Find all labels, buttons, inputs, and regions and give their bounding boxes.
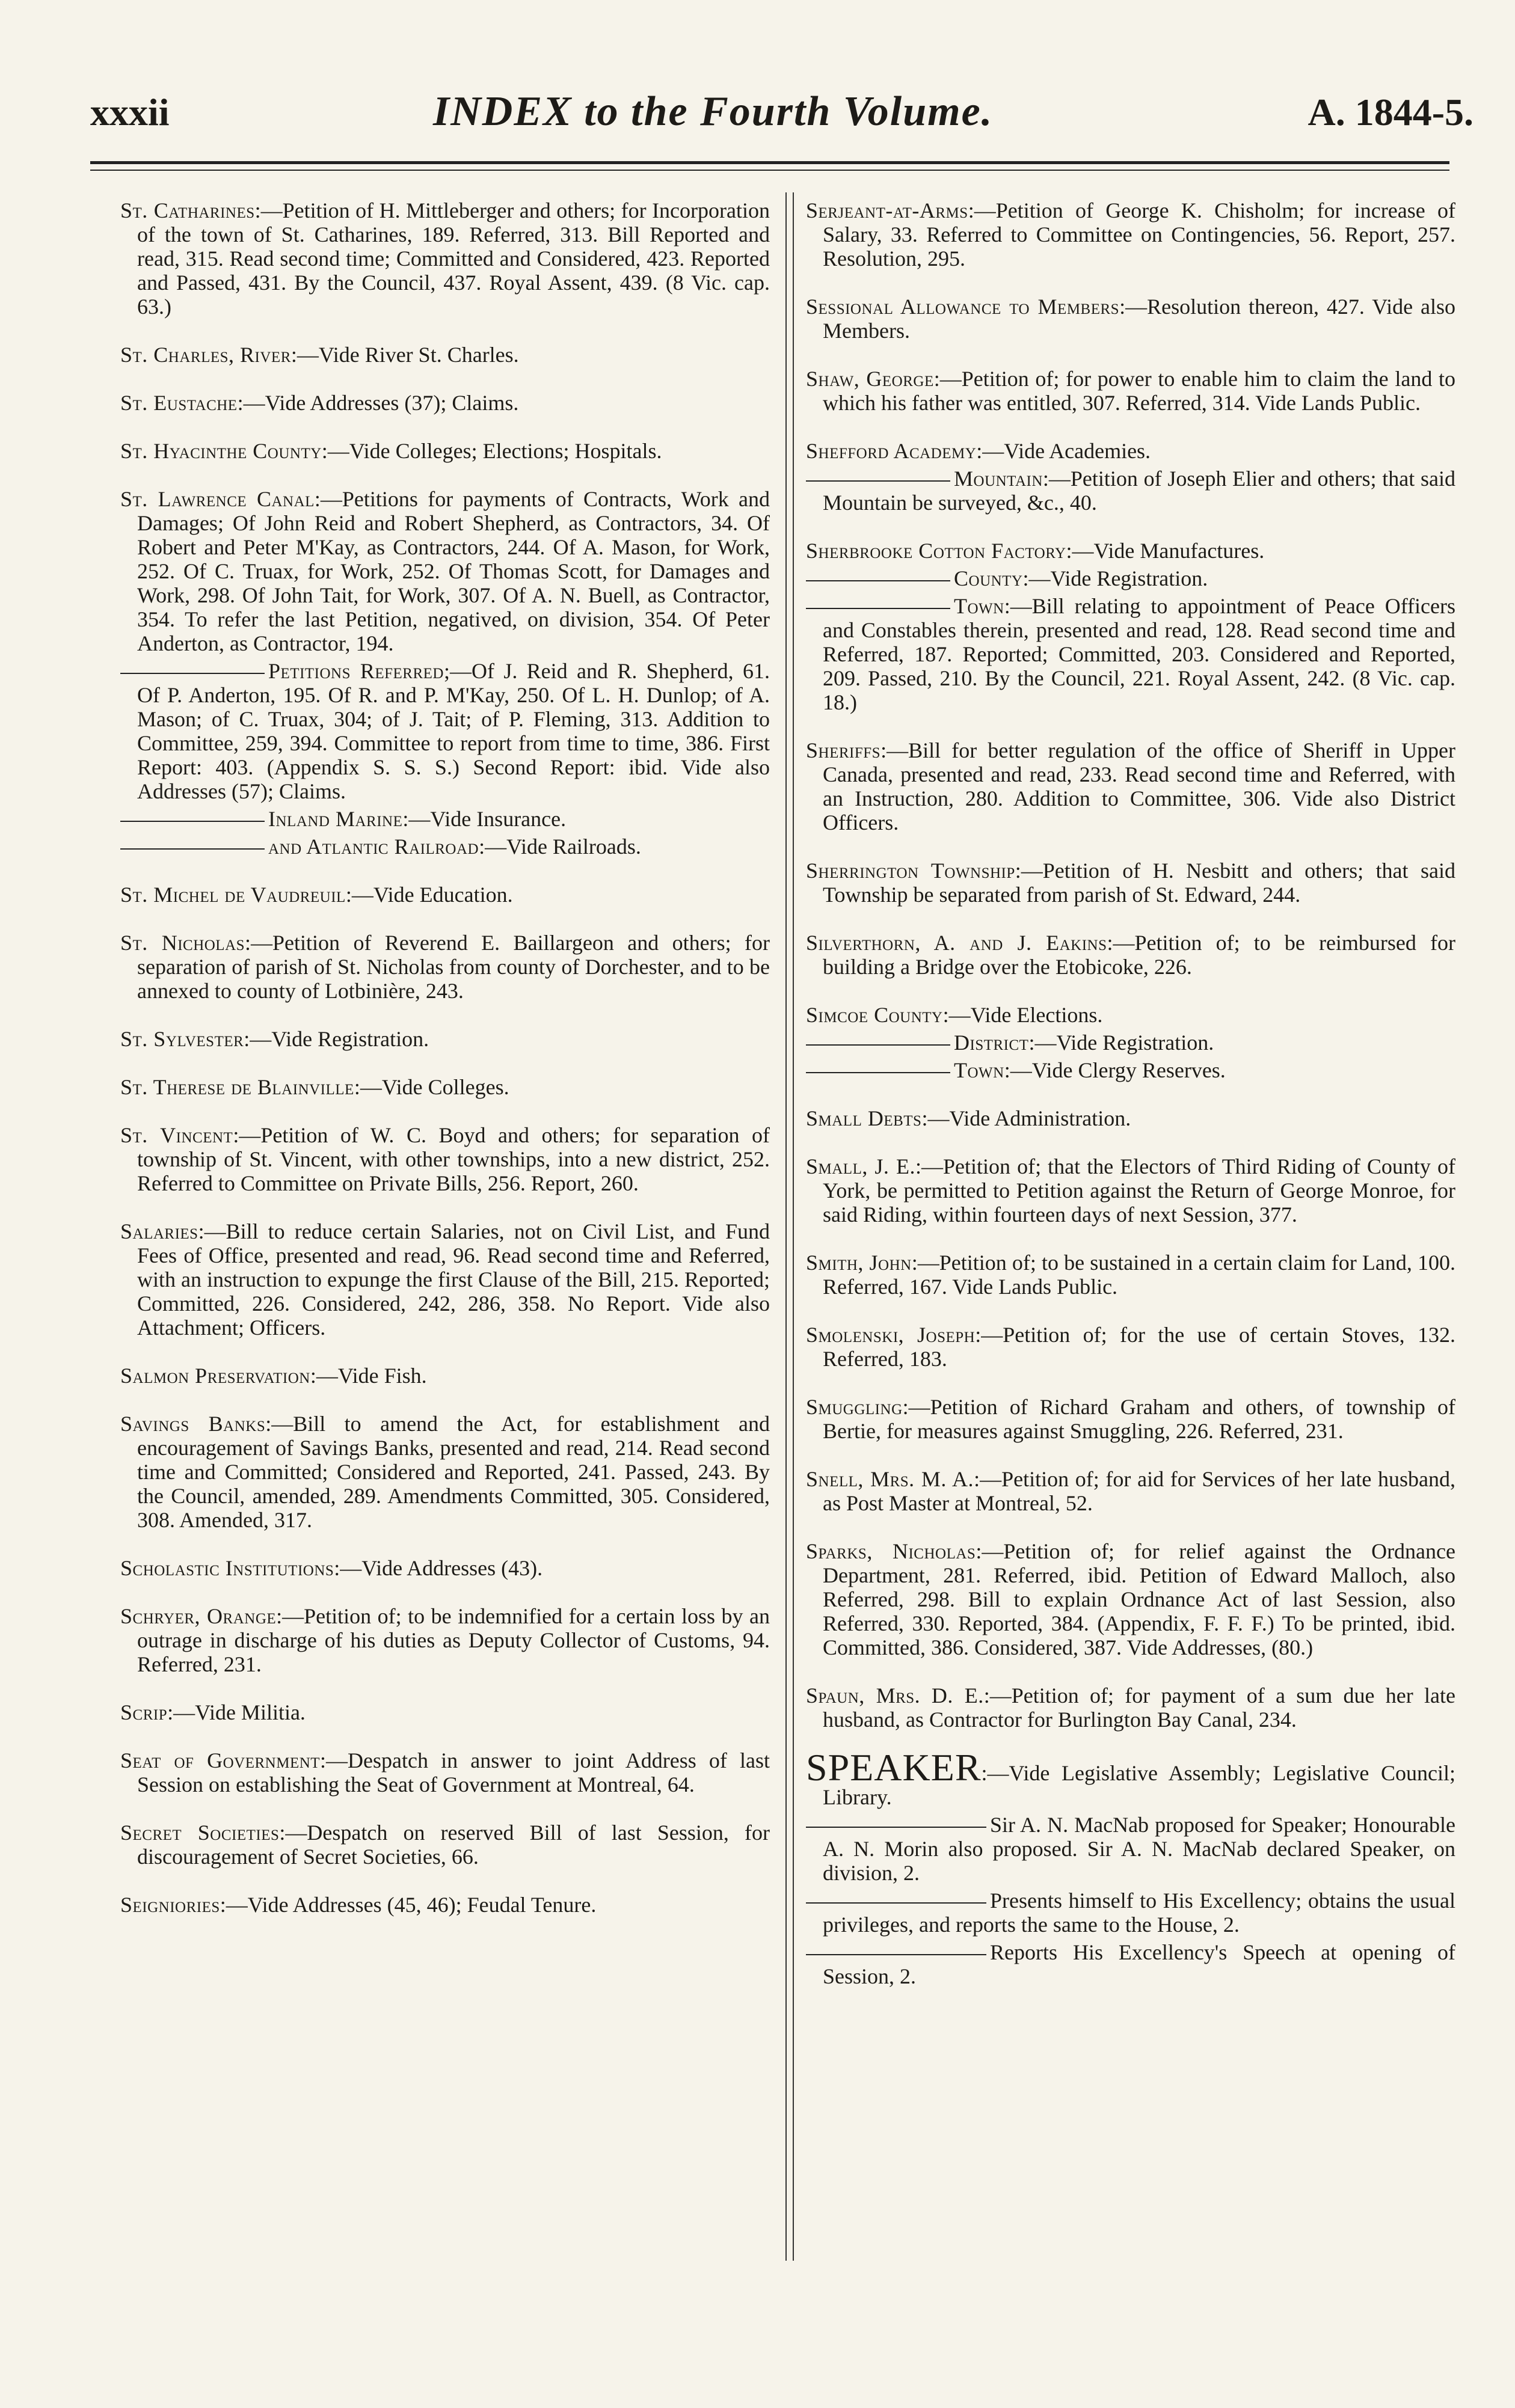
entry-headword: Seigniories — [120, 1893, 220, 1917]
entry-headword: Inland Marine — [268, 807, 403, 831]
entry-text: :—Vide Academies. — [976, 439, 1151, 463]
entry-text: :—Petition of W. C. Boyd and others; for separation of township of St. Vincent, with other townships, into a new district, 252. Referred to Committee on Private Bills, 256. Report, 260. — [137, 1123, 770, 1195]
entry-headword: St. Michel de Vaudreuil — [120, 883, 346, 907]
left-column — [120, 198, 770, 1941]
entry-headword: Schryer, Orange — [120, 1604, 277, 1628]
entry-headword: Shaw, George — [806, 367, 934, 391]
index-entry — [806, 1031, 1455, 1055]
entry-text: :—Petition of Joseph Elier and others; that said Mountain be surveyed, &c., 40. — [823, 467, 1455, 515]
entry-headword: St. Nicholas — [120, 931, 245, 955]
entry-headword: St. Catharines — [120, 198, 255, 222]
entry-text: :—Vide Fish. — [310, 1364, 427, 1388]
ditto-dash — [806, 580, 950, 581]
index-entry — [806, 1813, 1455, 1885]
ditto-dash — [806, 1902, 986, 1904]
entry-headword: Salaries — [120, 1219, 198, 1243]
entry-text: :—Vide Legislative Assembly; Legislative Council; Library. — [823, 1761, 1455, 1809]
index-entry — [806, 467, 1455, 515]
right-column — [806, 198, 1455, 2012]
index-entry — [120, 1604, 770, 1676]
entry-text: :—Petition of; that the Electors of Third Riding of County of York, be permitted to Petition against the Return of George Monroe, for said Riding, within fourteen days of next Session, 377. — [823, 1154, 1455, 1227]
index-entry — [120, 487, 770, 655]
index-entry — [806, 1467, 1455, 1515]
index-entry — [806, 1003, 1455, 1027]
index-entry — [120, 1893, 770, 1917]
entry-text: :—Vide Clergy Reserves. — [1004, 1058, 1226, 1082]
entry-headword: St. Sylvester — [120, 1027, 244, 1051]
entry-text: :—Vide Addresses (43). — [334, 1556, 543, 1580]
index-entry — [806, 738, 1455, 835]
entry-text: :—Despatch on reserved Bill of last Session, for discouragement of Secret Societies, 66. — [137, 1821, 770, 1869]
index-entry — [806, 931, 1455, 979]
index-entry — [120, 1364, 770, 1388]
ditto-dash — [806, 608, 950, 609]
entry-text: ;—Of J. Reid and R. Shepherd, 61. Of P. Anderton, 195. Of R. and P. M'Kay, 250. Of L. H. Dunlop; of A. Mason; of C. Truax, 304; of J. Tait; of P. Fleming, 313. Addition to Committee, 259, 394. Committee to report from time to time, 386. First Report: 403. (Appendix S. S. S.) Second Report: ibid. Vide also Addresses (57); Claims. — [137, 659, 770, 803]
entry-headword: Shefford Academy — [806, 439, 977, 463]
index-entry — [806, 1323, 1455, 1371]
entry-text: :—Vide Railroads. — [479, 835, 641, 859]
index-entry — [120, 439, 770, 463]
index-entry — [806, 198, 1455, 271]
entry-text: :—Petition of; for power to enable him to claim the land to which his father was entitled, 307. Referred, 314. Vide Lands Public. — [823, 367, 1455, 415]
entry-text: :—Vide Registration. — [244, 1027, 429, 1051]
index-entry — [120, 1027, 770, 1051]
entry-text: Presents himself to His Excellency; obtains the usual privileges, and reports the same to the House, 2. — [823, 1889, 1455, 1937]
index-entry — [806, 594, 1455, 714]
entry-headword: Serjeant-at-Arms — [806, 198, 968, 222]
index-entry — [120, 883, 770, 907]
entry-text: :—Petition of; for aid for Services of her late husband, as Post Master at Montreal, 52. — [823, 1467, 1456, 1515]
entry-text: :—Vide Insurance. — [402, 807, 567, 831]
entry-headword: Sparks, Nicholas — [806, 1539, 976, 1563]
index-entry — [806, 439, 1455, 463]
entry-headword: St. Vincent — [120, 1123, 233, 1147]
entry-text: Reports His Excellency's Speech at opening of Session, 2. — [823, 1940, 1455, 1988]
column-divider-left — [785, 192, 787, 2261]
entry-text: :—Petition of H. Nesbitt and others; that said Township be separated from parish of St. Edward, 244. — [823, 859, 1455, 907]
entry-headword: St. Lawrence Canal — [120, 487, 315, 511]
entry-headword: County — [954, 566, 1023, 590]
entry-text: :—Vide River St. Charles. — [290, 343, 519, 367]
entry-text: :—Petition of Richard Graham and others, of township of Bertie, for measures against Smuggling, 226. Referred, 231. — [823, 1395, 1455, 1443]
entry-headword: Petitions Referred — [268, 659, 444, 683]
entry-text: :—Vide Administration. — [921, 1106, 1131, 1130]
entry-text: :—Bill for better regulation of the office of Sheriff in Upper Canada, presented and read, 233. Read second time and Referred, with an Instruction, 280. Addition to Committee, 306. Vide also District Officers. — [823, 738, 1455, 835]
index-entry — [120, 1123, 770, 1195]
entry-headword: Silverthorn, A. and J. Eakins — [806, 931, 1107, 955]
index-entry — [120, 198, 770, 319]
index-entry — [806, 1154, 1455, 1227]
entry-headword: Smolenski, Joseph — [806, 1323, 976, 1347]
index-entry — [120, 807, 770, 831]
entry-headword: Savings Banks — [120, 1412, 266, 1436]
page-number: xxxii — [90, 91, 170, 133]
entry-text: :—Vide Addresses (45, 46); Feudal Tenure. — [220, 1893, 597, 1917]
column-divider-right — [793, 192, 794, 2261]
entry-headword: Salmon Preservation — [120, 1364, 310, 1388]
index-entry — [120, 1412, 770, 1532]
entry-headword: Sessional Allowance to Members — [806, 295, 1120, 319]
entry-headword: St. Eustache — [120, 391, 238, 415]
entry-headword: Town — [954, 594, 1004, 618]
entry-headword: Scholastic Institutions — [120, 1556, 334, 1580]
entry-text: :—Petition of; to be sustained in a certain claim for Land, 100. Referred, 167. Vide Lands Public. — [823, 1251, 1455, 1299]
entry-text: :—Vide Manufactures. — [1066, 539, 1265, 563]
entry-headword: Sheriffs — [806, 738, 881, 762]
entry-text: :—Bill relating to appointment of Peace Officers and Constables therein, presented and read, 128. Read second time and Referred, 187. Reported; Committed, 203. Considered and Reported, 209. Passed, 210. By the Council, 221. Royal Assent, 242. (8 Vic. cap. 18.) — [823, 594, 1455, 714]
index-entry — [806, 1539, 1455, 1659]
entry-headword: Town — [954, 1058, 1004, 1082]
entry-text: :—Petition of; for relief against the Ordnance Department, 281. Referred, ibid. Petition of Edward Malloch, also Referred, 298. Bill to explain Ordnance Act of last Session, also Referred, 330. Reported, 384. (Appendix, F. F. F.) To be printed, ibid. Committed, 386. Considered, 387. Vide Addresses, (80.) — [823, 1539, 1455, 1659]
entry-headword: and Atlantic Railroad — [268, 835, 479, 859]
index-entry — [806, 367, 1455, 415]
entry-headword: Secret Societies — [120, 1821, 280, 1845]
entry-text: :—Vide Colleges. — [354, 1075, 509, 1099]
entry-headword: Spaun, Mrs. D. E. — [806, 1683, 984, 1708]
entry-headword: Seat of Government — [120, 1748, 321, 1772]
entry-text: :—Vide Militia. — [167, 1700, 306, 1724]
entry-text: :—Petition of Reverend E. Baillargeon and others; for separation of parish of St. Nicholas from county of Dorchester, and to be annexed to county of Lotbinière, 243. — [137, 931, 770, 1003]
index-entry — [120, 931, 770, 1003]
index-entry — [120, 1556, 770, 1580]
index-entry — [806, 1395, 1455, 1443]
index-entry — [120, 659, 770, 803]
index-entry — [806, 1251, 1455, 1299]
entry-text: :—Vide Addresses (37); Claims. — [237, 391, 519, 415]
ditto-dash — [806, 480, 950, 482]
entry-headword: St. Charles, River — [120, 343, 291, 367]
entry-text: :—Petition of; for the use of certain Stoves, 132. Referred, 183. — [823, 1323, 1455, 1371]
entry-text: :—Petition of George K. Chisholm; for increase of Salary, 33. Referred to Committee on Contingencies, 56. Report, 257. Resolution, 295. — [823, 198, 1455, 271]
entry-headword: Small Debts — [806, 1106, 922, 1130]
ditto-dash — [806, 1827, 986, 1828]
index-entry — [806, 859, 1455, 907]
entry-headword: Snell, Mrs. M. A. — [806, 1467, 974, 1491]
entry-headword: Mountain — [954, 467, 1043, 491]
entry-headword: St. Hyacinthe County — [120, 439, 322, 463]
ditto-dash — [120, 848, 265, 850]
entry-text: :—Vide Education. — [345, 883, 513, 907]
index-entry — [806, 566, 1455, 590]
entry-text: :—Vide Colleges; Elections; Hospitals. — [321, 439, 662, 463]
page-title: INDEX to the Fourth Volume. — [433, 88, 994, 135]
index-entry — [806, 295, 1455, 343]
index-entry — [120, 343, 770, 367]
entry-text: :—Vide Elections. — [942, 1003, 1103, 1027]
index-entry — [120, 1748, 770, 1797]
entry-headword: Sherbrooke Cotton Factory — [806, 539, 1066, 563]
entry-text: :—Vide Registration. — [1022, 566, 1208, 590]
entry-headword: District — [954, 1031, 1029, 1055]
entry-text: :—Petition of; to be reimbursed for building a Bridge over the Etobicoke, 226. — [823, 931, 1455, 979]
ditto-dash — [806, 1072, 950, 1073]
entry-headword: Sherrington Township — [806, 859, 1015, 883]
entry-text: :—Petitions for payments of Contracts, Work and Damages; Of John Reid and Robert Shepherd, as Contractors, 34. Of Robert and Peter M'Kay, as Contractors, 244. Of A. Mason, for Work, 252. Of C. Truax, for Work, 252. Of Thomas Scott, for Damages and Work, 298. Of John Tait, for Work, 307. Of A. N. Buell, as Contractor, 354. To refer the last Petition, negatived, on division, 354. Of Peter Anderton, as Contractor, 194. — [137, 487, 770, 655]
entry-text: :—Petition of H. Mittleberger and others; for Incorporation of the town of St. Catharines, 189. Referred, 313. Bill Reported and read, 315. Read second time; Committed and Considered, 423. Reported and Passed, 431. By the Council, 437. Royal Assent, 439. (8 Vic. cap. 63.) — [137, 198, 770, 319]
entry-text: :—Resolution thereon, 427. Vide also Members. — [823, 295, 1455, 343]
entry-headword: St. Therese de Blainville — [120, 1075, 354, 1099]
index-entry — [806, 1940, 1455, 1988]
entry-headword: Simcoe County — [806, 1003, 943, 1027]
entry-text: :—Vide Registration. — [1028, 1031, 1214, 1055]
volume-year: A. 1844-5. — [1308, 91, 1474, 133]
entry-text: Sir A. N. MacNab proposed for Speaker; Honourable A. N. Morin also proposed. Sir A. N. MacNab declared Speaker, on division, 2. — [823, 1813, 1455, 1885]
entry-headword: Scrip — [120, 1700, 168, 1724]
index-entry — [120, 1075, 770, 1099]
index-entry — [120, 1219, 770, 1340]
ditto-dash — [806, 1954, 986, 1955]
index-entry — [806, 1058, 1455, 1082]
ditto-dash — [120, 673, 265, 674]
index-entry — [120, 835, 770, 859]
index-entry — [806, 1683, 1455, 1732]
header-rule-thick — [90, 161, 1449, 164]
index-entry — [806, 539, 1455, 563]
entry-headword: Smuggling — [806, 1395, 903, 1419]
page-header — [90, 84, 1474, 150]
index-entry — [806, 1889, 1455, 1937]
entry-text: :—Bill to amend the Act, for establishment and encouragement of Savings Banks, presented and read, 214. Read second time and Committed; Considered and Reported, 241. Passed, 243. By the Council, amended, 289. Amendments Committed, 305. Considered, 308. Amended, 317. — [137, 1412, 770, 1532]
index-entry — [120, 1700, 770, 1724]
ditto-dash — [120, 821, 265, 822]
index-entry — [120, 391, 770, 415]
index-entry — [120, 1821, 770, 1869]
entry-headword: Small, J. E. — [806, 1154, 915, 1178]
index-entry — [806, 1746, 1455, 1809]
ditto-dash — [806, 1044, 950, 1046]
header-rule-thin — [90, 170, 1449, 171]
entry-headword: SPEAKER — [806, 1746, 982, 1789]
entry-headword: Smith, John — [806, 1251, 912, 1275]
entry-text: :—Petition of; to be indemnified for a certain loss by an outrage in discharge of his duties as Deputy Collector of Customs, 94. Referred, 231. — [137, 1604, 770, 1676]
entry-text: :—Petition of; for payment of a sum due her late husband, as Contractor for Burlington Bay Canal, 234. — [823, 1683, 1455, 1732]
entry-text: :—Despatch in answer to joint Address of last Session on establishing the Seat of Government at Montreal, 64. — [137, 1748, 770, 1797]
entry-text: :—Bill to reduce certain Salaries, not on Civil List, and Fund Fees of Office, presented and read, 96. Read second time and Referred, with an instruction to expunge the first Clause of the Bill, 215. Reported; Committed, 226. Considered, 242, 286, 358. No Report. Vide also Attachment; Officers. — [137, 1219, 770, 1340]
index-entry — [806, 1106, 1455, 1130]
